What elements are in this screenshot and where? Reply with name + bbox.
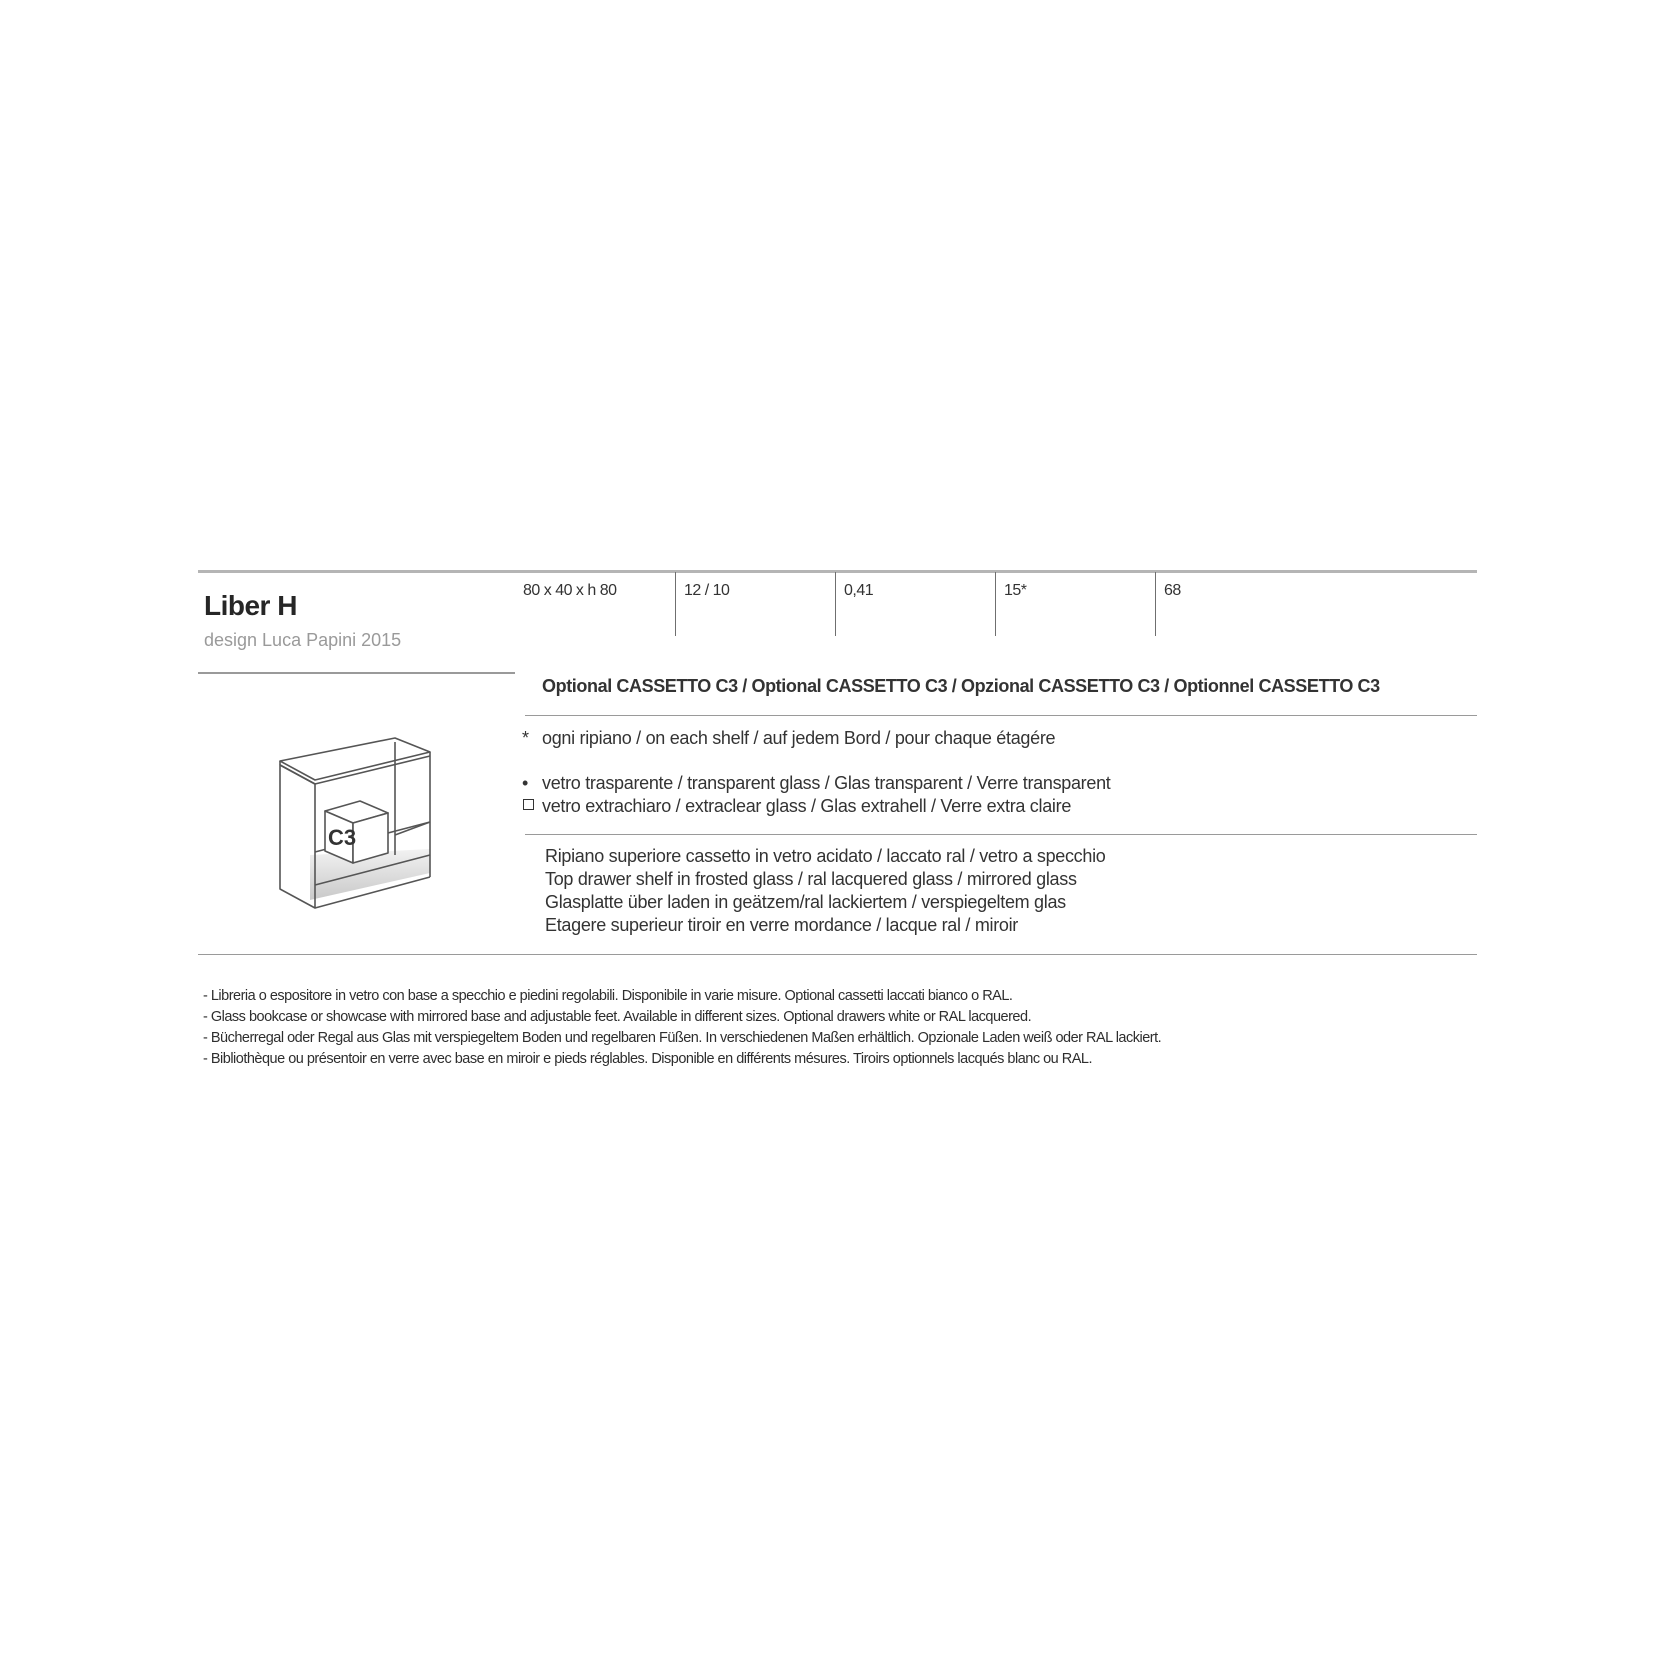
rule-mid-2 [525, 834, 1477, 835]
note-transparent-glass [522, 773, 1111, 794]
footnote-de: - Bücherregal oder Regal aus Glas mit verspiegeltem Boden und regelbaren Füßen. In verschiedenen Maßen erhältlich. Opzionale Laden weiß oder RAL lackiert. [203, 1030, 1162, 1046]
spec-volume: 0,41 [835, 572, 995, 636]
drawer-label-c3: C3 [328, 825, 357, 850]
footnote-it: - Libreria o espositore in vetro con base a specchio e piedini regolabili. Disponibile in varie misure. Optional cassetti laccati bianco o RAL. [203, 988, 1013, 1004]
note-each-shelf [522, 728, 1055, 749]
spec-dimensions: 80 x 40 x h 80 [523, 582, 617, 599]
spec-weight: 68 [1155, 572, 1355, 636]
bookcase-with-drawer-icon [270, 725, 450, 915]
asterisk-symbol: * [522, 728, 529, 748]
bullet-symbol: • [522, 773, 529, 793]
product-title: Liber H [204, 590, 297, 621]
spec-shelves: 12 / 10 [675, 572, 835, 636]
note-transparent-glass-text: vetro trasparente / transparent glass / Glas transparent / Verre transparent [542, 773, 1111, 793]
spec-load: 15* [995, 572, 1155, 636]
rule-mid-1 [525, 715, 1477, 716]
footnote-en: - Glass bookcase or showcase with mirrored base and adjustable feet. Available in different sizes. Optional drawers white or RAL lacquered. [203, 1009, 1032, 1025]
optional-drawer-heading: Optional CASSETTO C3 / Optional CASSETTO C3 / Opzional CASSETTO C3 / Optionnel CASSETTO C3 [542, 676, 1380, 696]
note-extraclear-glass [522, 796, 1071, 817]
shelf-description-en: Top drawer shelf in frosted glass / ral lacquered glass / mirrored glass [545, 869, 1077, 889]
square-icon [523, 799, 534, 810]
footnote-fr: - Bibliothèque ou présentoir en verre avec base en miroir e pieds réglables. Disponible en différents mésures. Tiroirs optionnels lacqués blanc ou RAL. [203, 1051, 1093, 1067]
note-each-shelf-text: ogni ripiano / on each shelf / auf jedem Bord / pour chaque étagére [542, 728, 1056, 748]
shelf-description-de: Glasplatte über laden in geätzem/ral lackiertem / verspiegeltem glas [545, 892, 1066, 912]
rule-left [198, 672, 515, 674]
shelf-description-it: Ripiano superiore cassetto in vetro acidato / laccato ral / vetro a specchio [545, 846, 1106, 866]
designer-credit: design Luca Papini 2015 [204, 630, 402, 650]
note-extraclear-glass-text: vetro extrachiaro / extraclear glass / Glas extrahell / Verre extra claire [542, 796, 1072, 816]
shelf-description-fr: Etagere superieur tiroir en verre mordance / lacque ral / miroir [545, 915, 1019, 935]
rule-bottom [198, 954, 1477, 955]
